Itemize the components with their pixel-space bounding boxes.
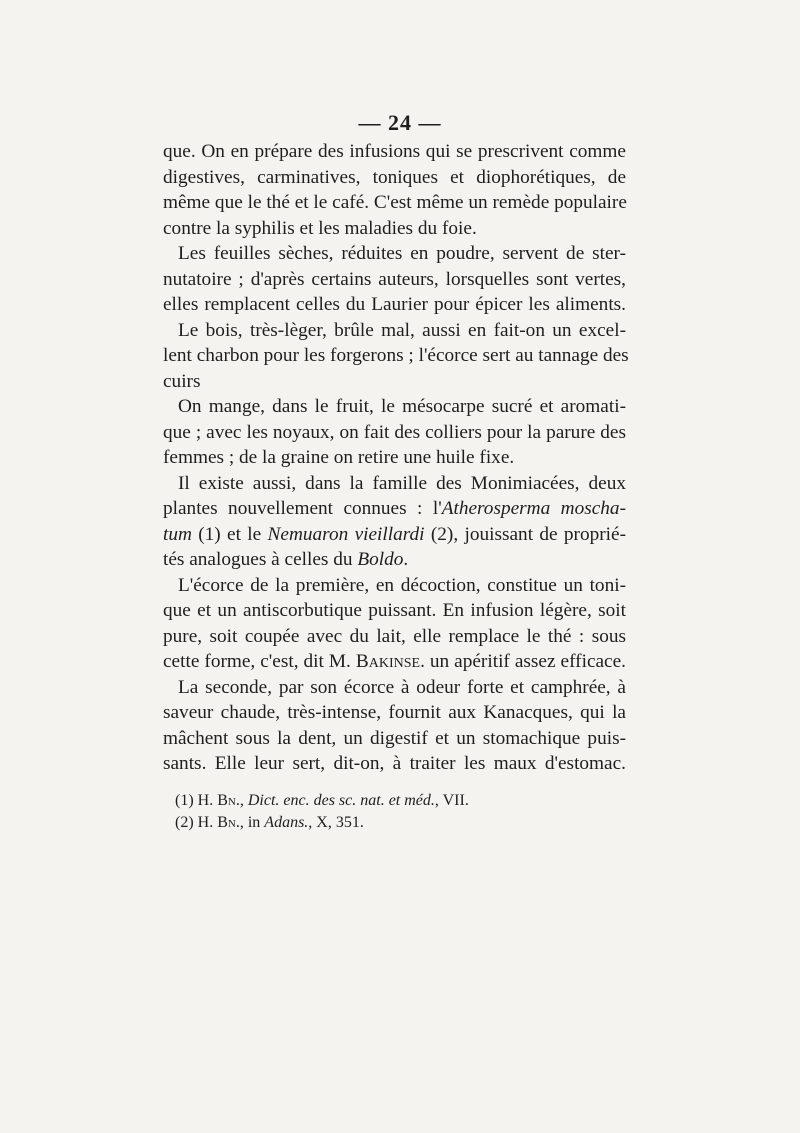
text-line: lent charbon pour les forgerons ; l'écorce sert au tannage des xyxy=(163,345,629,366)
opening-paragraphs xyxy=(163,139,629,471)
footnotes xyxy=(175,790,595,834)
text-line: nutatoire ; d'après certains auteurs, lorsquelles sont vertes, xyxy=(163,268,626,290)
text-line: On mange, dans le fruit, le mésocarpe sucré et aromati- xyxy=(178,396,626,417)
text-line: tum (1) et le Nemuaron vieillardi (2), jouissant de proprié- xyxy=(163,523,627,545)
page-number: — 24 — xyxy=(358,110,442,135)
text-line: tés analogues à celles du Boldo. xyxy=(163,549,409,570)
text-line: saveur chaude, très-intense, fournit aux Kanacques, qui la xyxy=(163,702,626,723)
species-name: tum xyxy=(163,523,192,545)
text-line: L'écorce de la première, en décoction, constitue un toni- xyxy=(178,574,626,596)
text-line: mâchent sous la dent, un digestif et un stomachique puis- xyxy=(163,727,626,749)
text-line: plantes nouvellement connues : l'Atherosperma moscha- xyxy=(163,498,626,519)
text-line: La seconde, par son écorce à odeur forte et camphrée, à xyxy=(178,676,626,698)
author-name: Bakinse xyxy=(355,651,421,672)
text-line: digestives, carminatives, toniques et diophorétiques, de xyxy=(163,166,626,188)
text-line: femmes ; de la graine on retire une huile fixe. xyxy=(163,447,515,468)
genus-name: Boldo xyxy=(357,549,404,570)
species-name: Nemuaron vieillardi xyxy=(267,523,425,545)
text-line: que ; avec les noyaux, on fait des colliers pour la parure des xyxy=(163,421,626,443)
text-line: Les feuilles sèches, réduites en poudre, servent de ster- xyxy=(178,243,626,264)
text-line: cette forme, c'est, dit M. Bakinse. un apéritif assez efficace. xyxy=(163,651,626,672)
text-line: Le bois, très-lèger, brûle mal, aussi en fait-on un excel- xyxy=(178,319,626,341)
text-line: pure, soit coupée avec du lait, elle remplace le thé : sous xyxy=(163,625,626,647)
text-line: sants. Elle leur sert, dit-on, à traiter les maux d'estomac. xyxy=(163,753,626,774)
text-line: elles remplacent celles du Laurier pour épicer les aliments. xyxy=(163,294,626,315)
body-text xyxy=(163,139,629,777)
text-line: contre la syphilis et les maladies du foie. xyxy=(163,217,477,239)
text-line: que. On en prépare des infusions qui se prescrivent comme xyxy=(163,141,626,162)
footnote-1: (1) H. Bn., Dict. enc. des sc. nat. et méd., VII. xyxy=(175,792,469,809)
text-line: cuirs xyxy=(163,370,201,392)
species-name: Atherosperma moscha- xyxy=(441,498,626,519)
footnote-2: (2) H. Bn., in Adans., X, 351. xyxy=(175,814,364,831)
text-line: que et un antiscorbutique puissant. En infusion légère, soit xyxy=(163,600,626,621)
text-line: Il existe aussi, dans la famille des Monimiacées, deux xyxy=(178,472,626,494)
text-line: même que le thé et le café. C'est même un remède populaire xyxy=(163,192,627,213)
